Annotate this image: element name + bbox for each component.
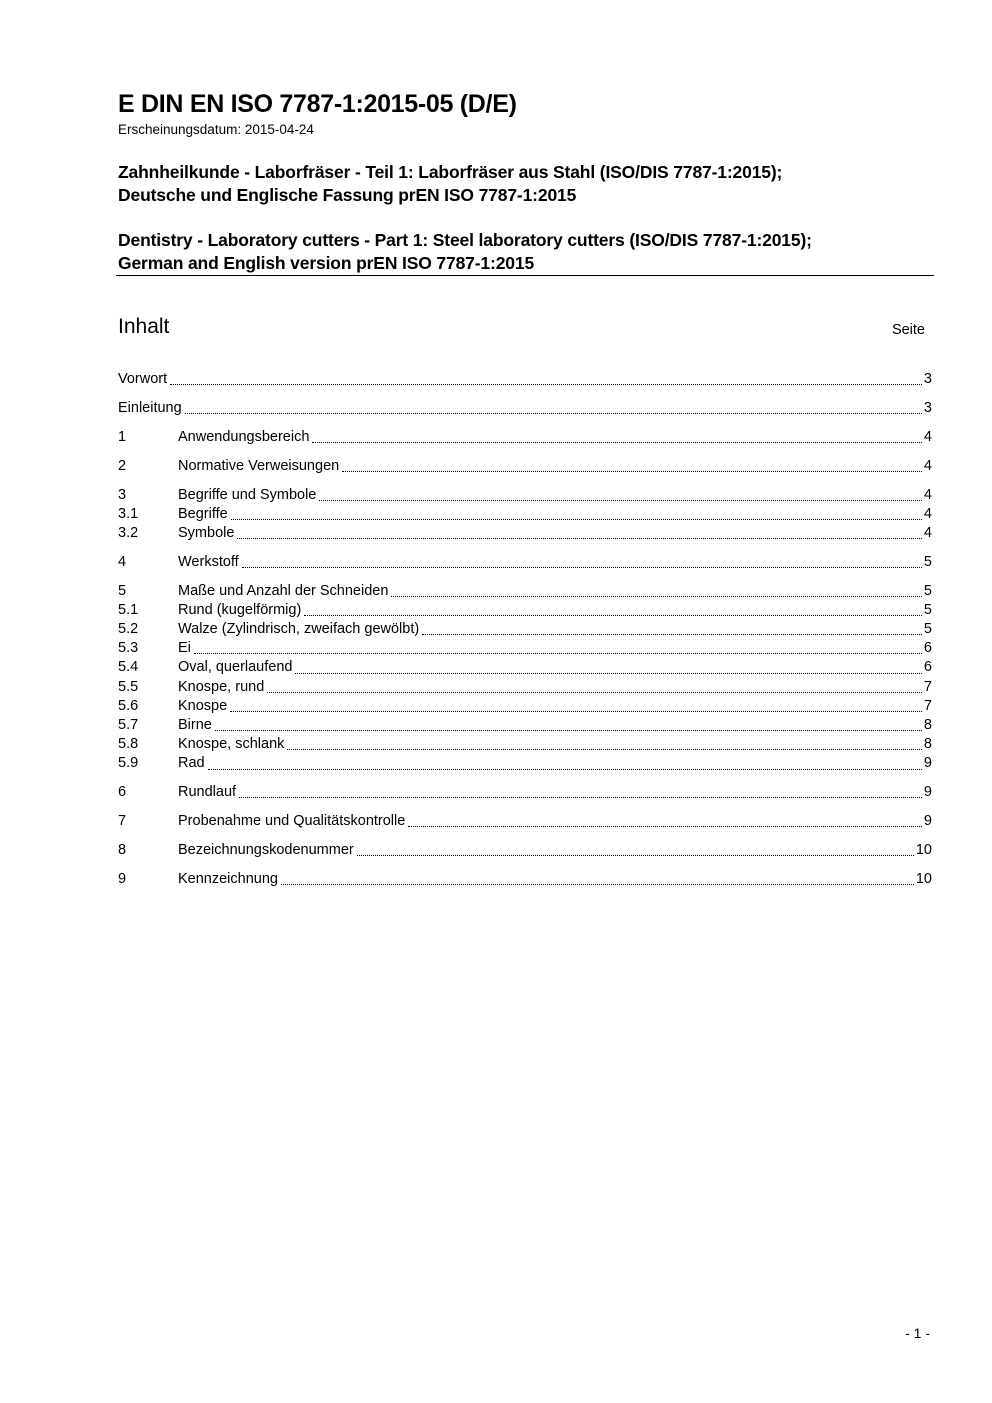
toc-entry[interactable] (118, 870, 932, 889)
toc-entry-title: Knospe (178, 697, 228, 714)
toc-entry[interactable] (118, 658, 932, 677)
toc-entry-page: 10 (915, 841, 932, 858)
toc-entry[interactable] (118, 601, 932, 620)
toc-entry-title: Kennzeichnung (178, 870, 278, 887)
toc-entry[interactable] (118, 399, 932, 418)
toc-entry[interactable] (118, 754, 932, 773)
toc-entry[interactable] (118, 457, 932, 476)
toc-entry-page: 5 (923, 621, 932, 637)
toc-dot-leader (342, 459, 922, 472)
toc-entry-title: Birne (178, 716, 212, 733)
toc-entry-number: 5 (118, 582, 127, 599)
toc-entry-title: Werkstoff (178, 553, 239, 570)
toc-entry-number: 5.9 (118, 755, 139, 772)
toc-dot-leader (287, 737, 922, 750)
toc-entry-title: Rad (178, 755, 205, 772)
toc-entry-title: Walze (Zylindrisch, zweifach gewölbt) (178, 621, 420, 637)
toc-entry-number: 5.5 (118, 678, 139, 695)
toc-dot-leader (208, 757, 922, 770)
toc-entry-number: 5.2 (118, 621, 139, 637)
toc-entry-number: 7 (118, 813, 127, 830)
toc-entry-page: 6 (923, 659, 932, 676)
toc-entry-title: Rund (kugelförmig) (178, 601, 302, 618)
toc-entry-page: 9 (923, 784, 932, 801)
toc-entry[interactable] (118, 735, 932, 754)
toc-entry-page: 7 (923, 697, 932, 714)
publication-date: Erscheinungsdatum: 2015-04-24 (118, 122, 314, 137)
toc-dot-leader (237, 526, 922, 539)
toc-entry-title: Probenahme und Qualitätskontrolle (178, 813, 406, 830)
title-english-line-2: German and English version prEN ISO 7787-1:2015 (118, 253, 535, 273)
toc-entry-page: 4 (923, 524, 932, 541)
toc-entry-title: Anwendungsbereich (178, 428, 310, 445)
toc-entry-page: 7 (923, 678, 932, 695)
toc-dot-leader (215, 718, 922, 731)
toc-entry[interactable] (118, 841, 932, 860)
toc-entry-number: 5.4 (118, 659, 139, 676)
toc-dot-leader (185, 401, 922, 414)
toc-dot-leader (170, 372, 922, 385)
toc-dot-leader (231, 507, 922, 520)
toc-entry[interactable] (118, 620, 932, 639)
toc-entry-page: 5 (923, 601, 932, 618)
toc-entry-title: Oval, querlaufend (178, 659, 293, 676)
toc-dot-leader (408, 814, 922, 827)
toc-dot-leader (281, 872, 914, 885)
toc-entry-page: 6 (923, 640, 932, 657)
toc-entry-page: 3 (923, 371, 932, 387)
toc-page-column-label: Seite (891, 322, 925, 338)
toc-dot-leader (194, 641, 922, 654)
header-divider (116, 275, 934, 276)
toc-entry-page: 4 (923, 505, 932, 522)
toc-dot-leader (230, 699, 922, 712)
toc-entry-number: 8 (118, 841, 127, 858)
toc-entry-page: 5 (923, 553, 932, 570)
document-title: E DIN EN ISO 7787-1:2015-05 (D/E) (118, 90, 517, 118)
toc-entry-number: 9 (118, 870, 127, 887)
toc-entry[interactable] (118, 639, 932, 658)
toc-entry-number: 3.1 (118, 505, 139, 522)
toc-dot-leader (357, 843, 914, 856)
toc-entry-title: Knospe, schlank (178, 736, 285, 753)
toc-entry-number: 5.6 (118, 697, 139, 714)
toc-entry-number: 5.1 (118, 601, 139, 618)
toc-entry-title: Ei (178, 640, 191, 657)
toc-entry-title: Begriffe und Symbole (178, 486, 317, 503)
toc-entry[interactable] (118, 370, 932, 389)
toc-entry[interactable] (118, 697, 932, 716)
toc-entry-number: 2 (118, 457, 127, 474)
toc-entry[interactable] (118, 678, 932, 697)
toc-heading: Inhalt (118, 315, 170, 338)
toc-entry[interactable] (118, 582, 932, 601)
toc-entry-number: 3 (118, 486, 127, 503)
toc-entry-page: 9 (923, 755, 932, 772)
toc-dot-leader (239, 785, 922, 798)
toc-entry-page: 10 (915, 870, 932, 887)
table-of-contents (118, 370, 932, 889)
toc-entry-title: Maße und Anzahl der Schneiden (178, 582, 389, 599)
toc-dot-leader (267, 680, 922, 693)
toc-entry-title: Begriffe (178, 505, 228, 522)
toc-entry-title: Vorwort (118, 371, 168, 387)
toc-entry-number: 6 (118, 784, 127, 801)
toc-entry[interactable] (118, 783, 932, 802)
title-english-line-1: Dentistry - Laboratory cutters - Part 1: Steel laboratory cutters (ISO/DIS 7787-1:2015); (118, 230, 812, 250)
toc-entry-title: Einleitung (118, 399, 182, 416)
toc-entry-number: 5.8 (118, 736, 139, 753)
toc-entry[interactable] (118, 505, 932, 524)
toc-entry-title: Symbole (178, 524, 235, 541)
toc-entry[interactable] (118, 553, 932, 572)
toc-entry-page: 4 (923, 486, 932, 503)
toc-entry-page: 4 (923, 457, 932, 474)
page-number: - 1 - (905, 1325, 930, 1341)
toc-entry-title: Normative Verweisungen (178, 457, 340, 474)
toc-entry[interactable] (118, 524, 932, 543)
toc-entry-page: 5 (923, 582, 932, 599)
toc-entry-number: 1 (118, 428, 127, 445)
title-english (118, 229, 812, 275)
toc-entry-title: Rundlauf (178, 784, 237, 801)
toc-entry-number: 3.2 (118, 524, 139, 541)
toc-dot-leader (319, 488, 922, 501)
toc-entry-title: Knospe, rund (178, 678, 265, 695)
toc-entry-page: 3 (923, 399, 932, 416)
toc-entry-title: Bezeichnungskodenummer (178, 841, 354, 858)
toc-dot-leader (242, 555, 922, 568)
toc-dot-leader (312, 430, 922, 443)
title-german (118, 161, 782, 207)
toc-entry-page: 9 (923, 813, 932, 830)
title-german-line-1: Zahnheilkunde - Laborfräser - Teil 1: Laborfräser aus Stahl (ISO/DIS 7787-1:2015); (118, 162, 783, 182)
toc-entry-page: 8 (923, 736, 932, 753)
title-german-line-2: Deutsche und Englische Fassung prEN ISO 7787-1:2015 (118, 185, 577, 205)
toc-entry-page: 8 (923, 716, 932, 733)
toc-dot-leader (391, 584, 922, 597)
toc-entry[interactable] (118, 716, 932, 735)
toc-dot-leader (304, 603, 922, 616)
toc-entry[interactable] (118, 812, 932, 831)
toc-entry-number: 5.3 (118, 640, 139, 657)
toc-entry-number: 4 (118, 553, 127, 570)
toc-dot-leader (422, 622, 922, 635)
toc-entry-number: 5.7 (118, 716, 139, 733)
toc-dot-leader (295, 661, 921, 674)
toc-entry[interactable] (118, 428, 932, 447)
toc-entry-page: 4 (923, 428, 932, 445)
toc-entry[interactable] (118, 486, 932, 505)
